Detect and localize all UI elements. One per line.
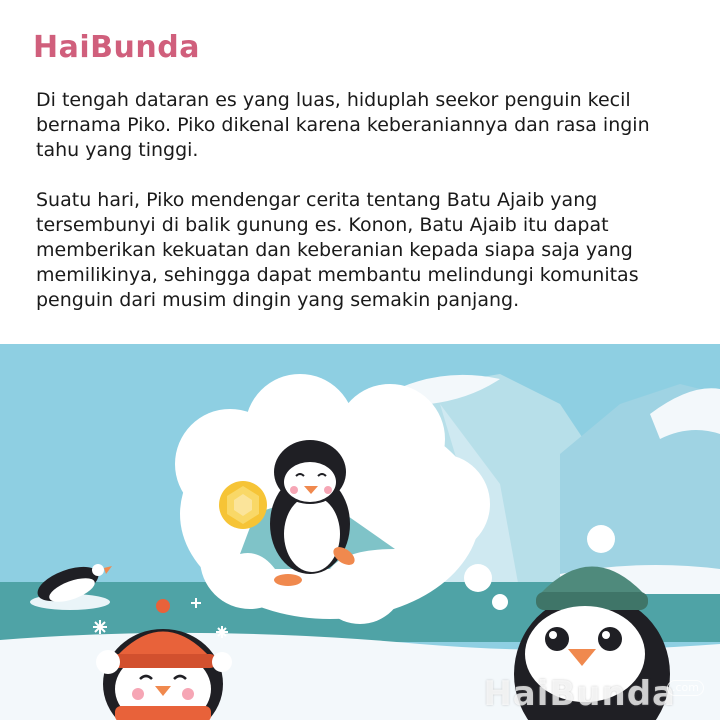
illustration-svg: [0, 344, 720, 720]
story-paragraph-2: Suatu hari, Piko mendengar cerita tentang Batu Ajaib yang tersembunyi di balik gunung es. Konon, Batu Ajaib itu dapat memberikan kekuatan dan keberanian kepada siapa saja yang memilikinya, sehingga dapat membantu melindungi komunitas penguin dari musim dingin yang semakin panjang.: [36, 189, 639, 311]
watermark-suffix: .com: [667, 680, 704, 696]
story-paragraph-1: Di tengah dataran es yang luas, hiduplah seekor penguin kecil bernama Piko. Piko dikenal karena keberaniannya dan rasa ingin tahu yang tinggi.: [36, 89, 650, 161]
haibunda-logo[interactable]: [33, 28, 200, 68]
story-text: [36, 88, 696, 338]
watermark-submitted-label: Submitted to: [532, 663, 604, 676]
watermark-brand: HaiBunda: [483, 674, 676, 714]
story-illustration: [0, 344, 720, 720]
magic-stone: [219, 481, 267, 529]
logo-text: HaiBunda: [33, 30, 200, 65]
